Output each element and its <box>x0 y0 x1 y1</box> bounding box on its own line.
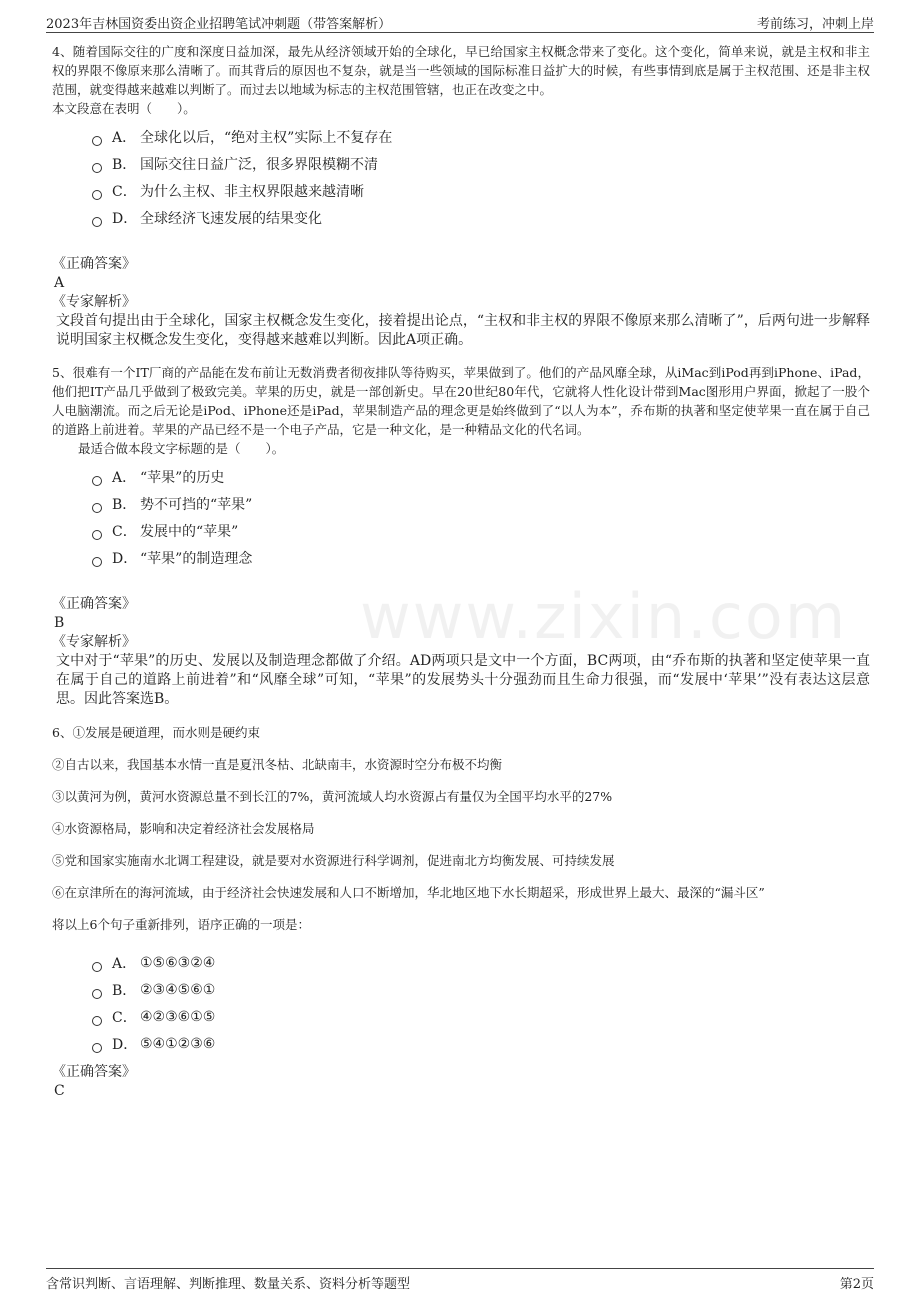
document-title: 2023年吉林国资委出资企业招聘笔试冲刺题（带答案解析） <box>46 17 392 32</box>
option-letter: B． <box>112 156 137 173</box>
option-text: “苹果”的历史 <box>140 469 225 486</box>
page-header <box>46 10 874 33</box>
question-passage: 5、很难有一个IT厂商的产品能在发布前让无数消费者彻夜排队等待购买，苹果做到了。他们的产品风靡全球，从iMac到iPod再到iPhone、iPad，他们把IT产品几乎做到了极致完美。苹果的历史，就是一部创新史。早在20世纪80年代，它就将人性化设计带到Mac图形用户界面，掀起了一股个人电脑潮流。而之后无论是iPod、iPhone还是iPad，苹果制造产品的理念更是始终做到了“以人为本”，乔布斯的执著和坚定使苹果一直在属于自己的道路上前进着。苹果的产品已经不是一个电子产品，它是一种文化，是一种精品文化的代名词。 <box>52 365 870 437</box>
option-text: ①⑤⑥③②④ <box>140 954 216 971</box>
sentence-2: ②自古以来，我国基本水情一直是夏汛冬枯、北缺南丰，水资源时空分布极不均衡 <box>52 757 503 772</box>
option-text: 全球经济飞速发展的结果变化 <box>140 210 322 227</box>
question-stem: 最适合做本段文字标题的是（ ）。 <box>78 441 285 456</box>
option-letter: A． <box>112 955 137 972</box>
option-b[interactable] <box>92 150 870 177</box>
option-text: 全球化以后，“绝对主权”实际上不复存在 <box>140 129 393 146</box>
option-text: 为什么主权、非主权界限越来越清晰 <box>140 183 364 200</box>
answer-label: 《正确答案》 <box>52 1064 136 1080</box>
option-text: ④②③⑥①⑤ <box>140 1008 216 1025</box>
option-letter: A． <box>112 129 137 146</box>
option-d[interactable] <box>92 544 870 571</box>
question-stem: 本文段意在表明（ ）。 <box>52 101 196 116</box>
option-text: 势不可挡的“苹果” <box>140 496 253 513</box>
radio-button-icon[interactable] <box>92 136 102 146</box>
header-slogan: 考前练习，冲刺上岸 <box>756 17 874 32</box>
radio-button-icon[interactable] <box>92 962 102 972</box>
correct-answer: C <box>54 1083 65 1099</box>
sentence-6: ⑥在京津所在的海河流域，由于经济社会快速发展和人口不断增加，华北地区地下水长期超采，形成世界上最大、最深的“漏斗区” <box>52 885 765 900</box>
option-list <box>92 123 870 231</box>
option-c[interactable] <box>92 177 870 204</box>
page-footer <box>46 1268 874 1291</box>
radio-button-icon[interactable] <box>92 476 102 486</box>
correct-answer: A <box>54 275 65 291</box>
expert-analysis: 文段首句提出由于全球化，国家主权概念发生变化，接着提出论点，“主权和非主权的界限不像原来那么清晰了”，后两句进一步解释说明国家主权概念发生变化，变得越来越难以判断。因此A项正确。 <box>56 313 870 348</box>
footer-topics: 含常识判断、言语理解、判断推理、数量关系、资料分析等题型 <box>46 1277 411 1292</box>
option-b[interactable] <box>92 976 870 1003</box>
option-letter: D． <box>112 550 138 567</box>
radio-button-icon[interactable] <box>92 530 102 540</box>
sentence-3: ③以黄河为例，黄河水资源总量不到长江的7%，黄河流域人均水资源占有量仅为全国平均水平的27% <box>52 789 613 804</box>
radio-button-icon[interactable] <box>92 190 102 200</box>
analysis-label: 《专家解析》 <box>52 634 136 650</box>
question-6 <box>52 723 870 1101</box>
question-5 <box>52 363 870 709</box>
sentence-4: ④水资源格局，影响和决定着经济社会发展格局 <box>52 821 315 836</box>
option-letter: B． <box>112 496 137 513</box>
option-letter: D． <box>112 1036 138 1053</box>
expert-analysis: 文中对于“苹果”的历史、发展以及制造理念都做了介绍。AD两项只是文中一个方面，BC两项，由“乔布斯的执著和坚定使苹果一直在属于自己的道路上前进着”和“风靡全球”可知，“苹果”的发展势头十分强劲而且生命力很强，而“发展中‘苹果’”没有表达这层意思。因此答案选B。 <box>56 653 870 707</box>
option-a[interactable] <box>92 949 870 976</box>
option-c[interactable] <box>92 517 870 544</box>
option-list <box>92 463 870 571</box>
option-b[interactable] <box>92 490 870 517</box>
option-letter: C． <box>112 183 137 200</box>
option-a[interactable] <box>92 123 870 150</box>
option-letter: C． <box>112 1009 137 1026</box>
question-4 <box>52 42 870 350</box>
question-stem: 将以上6个句子重新排列，语序正确的一项是： <box>52 917 310 932</box>
correct-answer: B <box>54 615 65 631</box>
option-text: ②③④⑤⑥① <box>140 981 216 998</box>
page-number: 第2页 <box>839 1277 874 1292</box>
radio-button-icon[interactable] <box>92 1016 102 1026</box>
radio-button-icon[interactable] <box>92 503 102 513</box>
option-letter: B． <box>112 982 137 999</box>
option-text: 国际交往日益广泛，很多界限模糊不清 <box>140 156 378 173</box>
answer-label: 《正确答案》 <box>52 596 136 612</box>
analysis-label: 《专家解析》 <box>52 294 136 310</box>
radio-button-icon[interactable] <box>92 163 102 173</box>
option-text: ⑤④①②③⑥ <box>140 1035 216 1052</box>
option-list <box>92 949 870 1057</box>
option-letter: C． <box>112 523 137 540</box>
option-d[interactable] <box>92 204 870 231</box>
option-a[interactable] <box>92 463 870 490</box>
option-letter: D． <box>112 210 138 227</box>
option-text: “苹果”的制造理念 <box>140 550 253 567</box>
sentence-1: 6、①发展是硬道理，而水则是硬约束 <box>52 725 260 740</box>
radio-button-icon[interactable] <box>92 1043 102 1053</box>
option-c[interactable] <box>92 1003 870 1030</box>
watermark: www.zixin.com <box>360 580 848 653</box>
page-content <box>52 42 870 1101</box>
sentence-5: ⑤党和国家实施南水北调工程建设，就是要对水资源进行科学调剂，促进南北方均衡发展、可持续发展 <box>52 853 615 868</box>
option-text: 发展中的“苹果” <box>140 523 239 540</box>
radio-button-icon[interactable] <box>92 217 102 227</box>
option-letter: A． <box>112 469 137 486</box>
radio-button-icon[interactable] <box>92 989 102 999</box>
answer-label: 《正确答案》 <box>52 256 136 272</box>
question-passage: 4、随着国际交往的广度和深度日益加深，最先从经济领域开始的全球化，早已给国家主权概念带来了变化。这个变化，简单来说，就是主权和非主权的界限不像原来那么清晰了。而其背后的原因也不复杂，就是当一些领域的国际标准日益扩大的时候，有些事情到底是属于主权范围、还是非主权范围，就变得越来越难以判断了。而过去以地域为标志的主权范围管辖，也正在改变之中。 <box>52 44 870 97</box>
option-d[interactable] <box>92 1030 870 1057</box>
radio-button-icon[interactable] <box>92 557 102 567</box>
